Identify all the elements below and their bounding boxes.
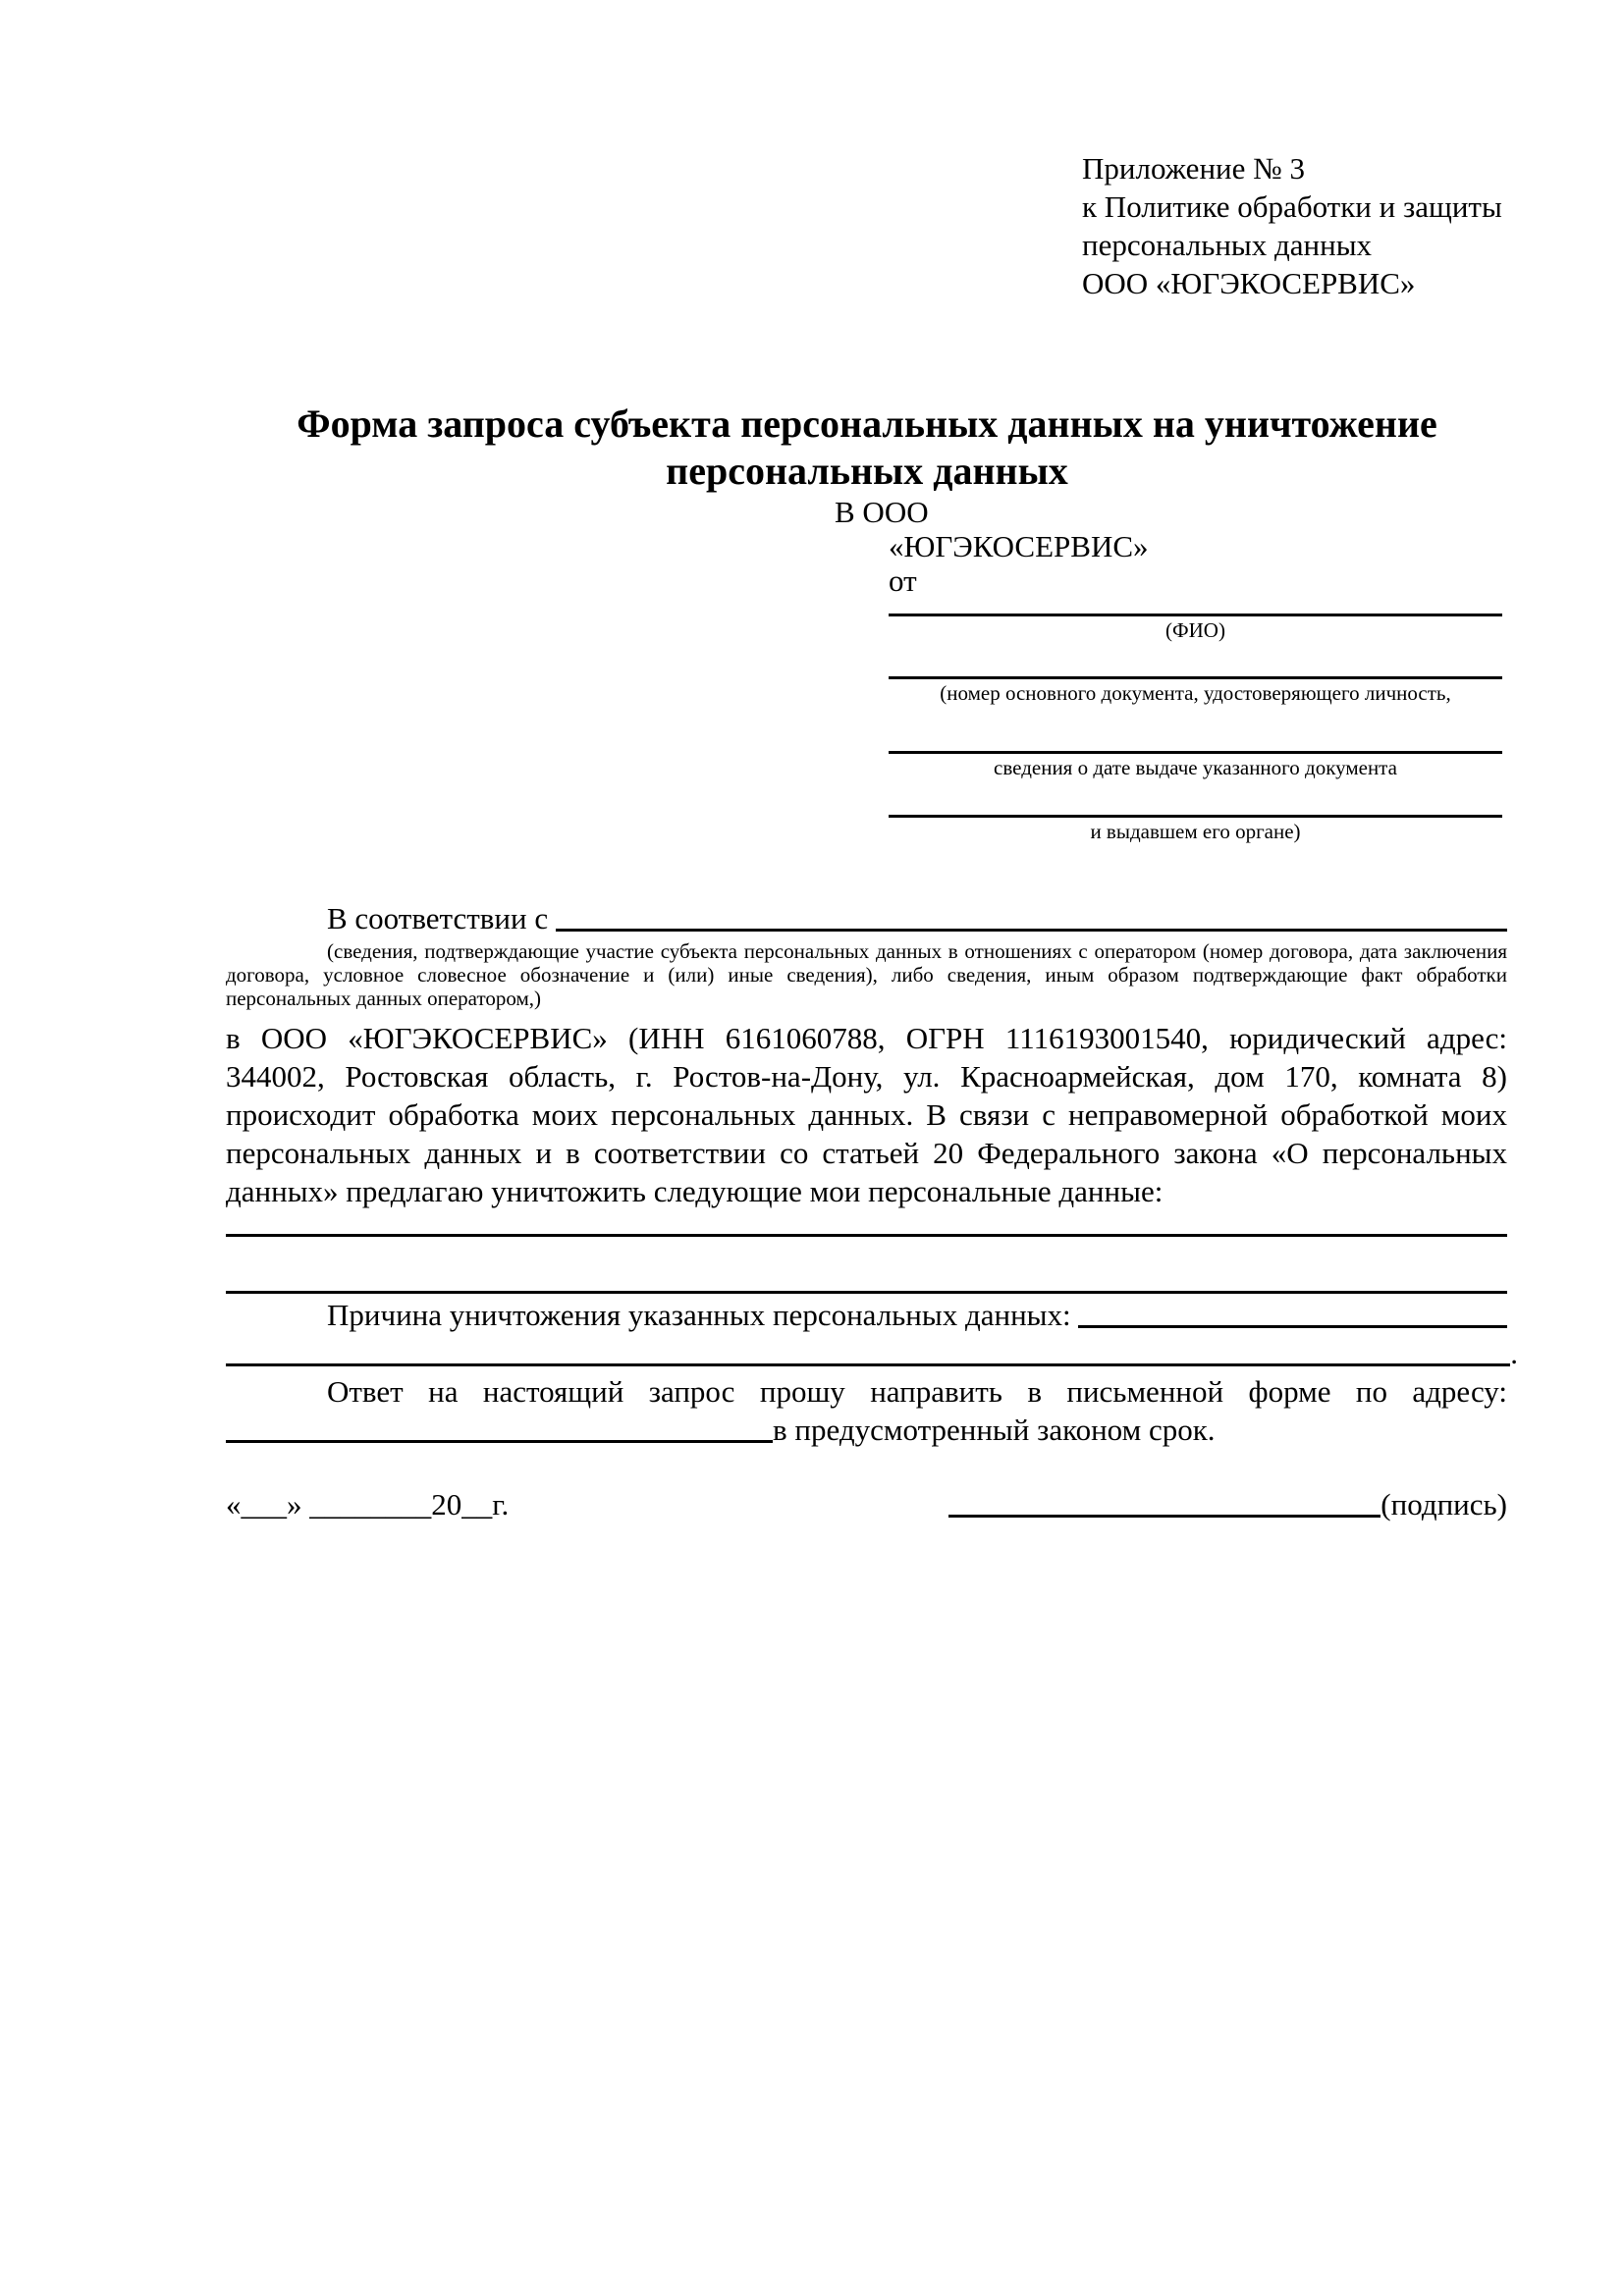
reply-deadline-text: в предусмотренный законом срок. <box>773 1413 1216 1447</box>
personal-data-blank-line-2[interactable] <box>226 1291 1507 1294</box>
personal-data-blank-line-1[interactable] <box>226 1234 1507 1237</box>
document-number-field <box>889 676 1502 706</box>
request-body-paragraph: в ООО «ЮГЭКОСЕРВИС» (ИНН 6161060788, ОГРН 1116193001540, юридический адрес: 344002, Ростовская область, г. Ростов-на-Дону, ул. Красноармейская, дом 170, комната 8) происходит обработка моих персональных данных. В связи с неправомерной обработкой моих персональных данных и в соответствии со статьей 20 Федерального закона «О персональных данных» предлагаю уничтожить следующие мои персональные данные: <box>226 1021 1507 1208</box>
reason-row <box>226 1296 1507 1334</box>
issue-date-field <box>889 751 1502 780</box>
appendix-line: ООО «ЮГЭКОСЕРВИС» <box>1082 266 1416 300</box>
date-signature-row <box>226 1485 1507 1523</box>
appendix-line: Приложение № 3 <box>1082 151 1305 186</box>
basis-blank-line[interactable] <box>556 929 1507 932</box>
form-title: Форма запроса субъекта персональных данных на уничтожение персональных данных <box>297 401 1437 493</box>
addressee-company-name: «ЮГЭКОСЕРВИС» <box>889 529 1149 563</box>
fio-caption: (ФИО) <box>1165 618 1225 642</box>
addressee-company-prefix: В ООО <box>835 495 929 529</box>
issue-date-caption: сведения о дате выдаче указанного документа <box>994 756 1397 779</box>
issuing-authority-field <box>889 815 1502 844</box>
reason-blank-line-2[interactable] <box>226 1363 1510 1366</box>
period-text: . <box>1510 1336 1518 1370</box>
reason-label: Причина уничтожения указанных персональных данных: <box>327 1298 1079 1332</box>
addressee-from-label: от <box>889 563 917 598</box>
signature-blank-line[interactable] <box>948 1515 1380 1518</box>
appendix-line: персональных данных <box>1082 228 1373 262</box>
appendix-line: к Политике обработки и защиты <box>1082 189 1502 224</box>
issuing-authority-caption: и выдавшем его органе) <box>1090 820 1301 843</box>
basis-lead-text: В соответствии с <box>327 901 556 935</box>
document-number-caption: (номер основного документа, удостоверяющего личность, <box>940 681 1451 705</box>
signature-group <box>948 1485 1507 1523</box>
basis-footnote: (сведения, подтверждающие участие субъекта персональных данных в отношениях с оператором (номер договора, дата заключения договора, условное словесное обозначение и (или) иные сведения), либо сведения, иным образом подтверждающие факт обработки персональных данных оператором,) <box>226 939 1507 1010</box>
reason-blank-line[interactable] <box>1078 1325 1507 1328</box>
basis-row <box>226 899 1507 937</box>
date-blank[interactable]: «___» ________20__г. <box>226 1487 510 1522</box>
address-blank-line[interactable] <box>226 1440 773 1443</box>
fio-field <box>889 614 1502 643</box>
signature-caption: (подпись) <box>1380 1487 1507 1522</box>
reply-request-text: Ответ на настоящий запрос прошу направить в письменной форме по адресу: <box>327 1374 1507 1409</box>
appendix-header <box>1082 0 1624 302</box>
reply-address-row <box>226 1411 1624 1449</box>
reason-continuation-row <box>226 1334 1518 1372</box>
